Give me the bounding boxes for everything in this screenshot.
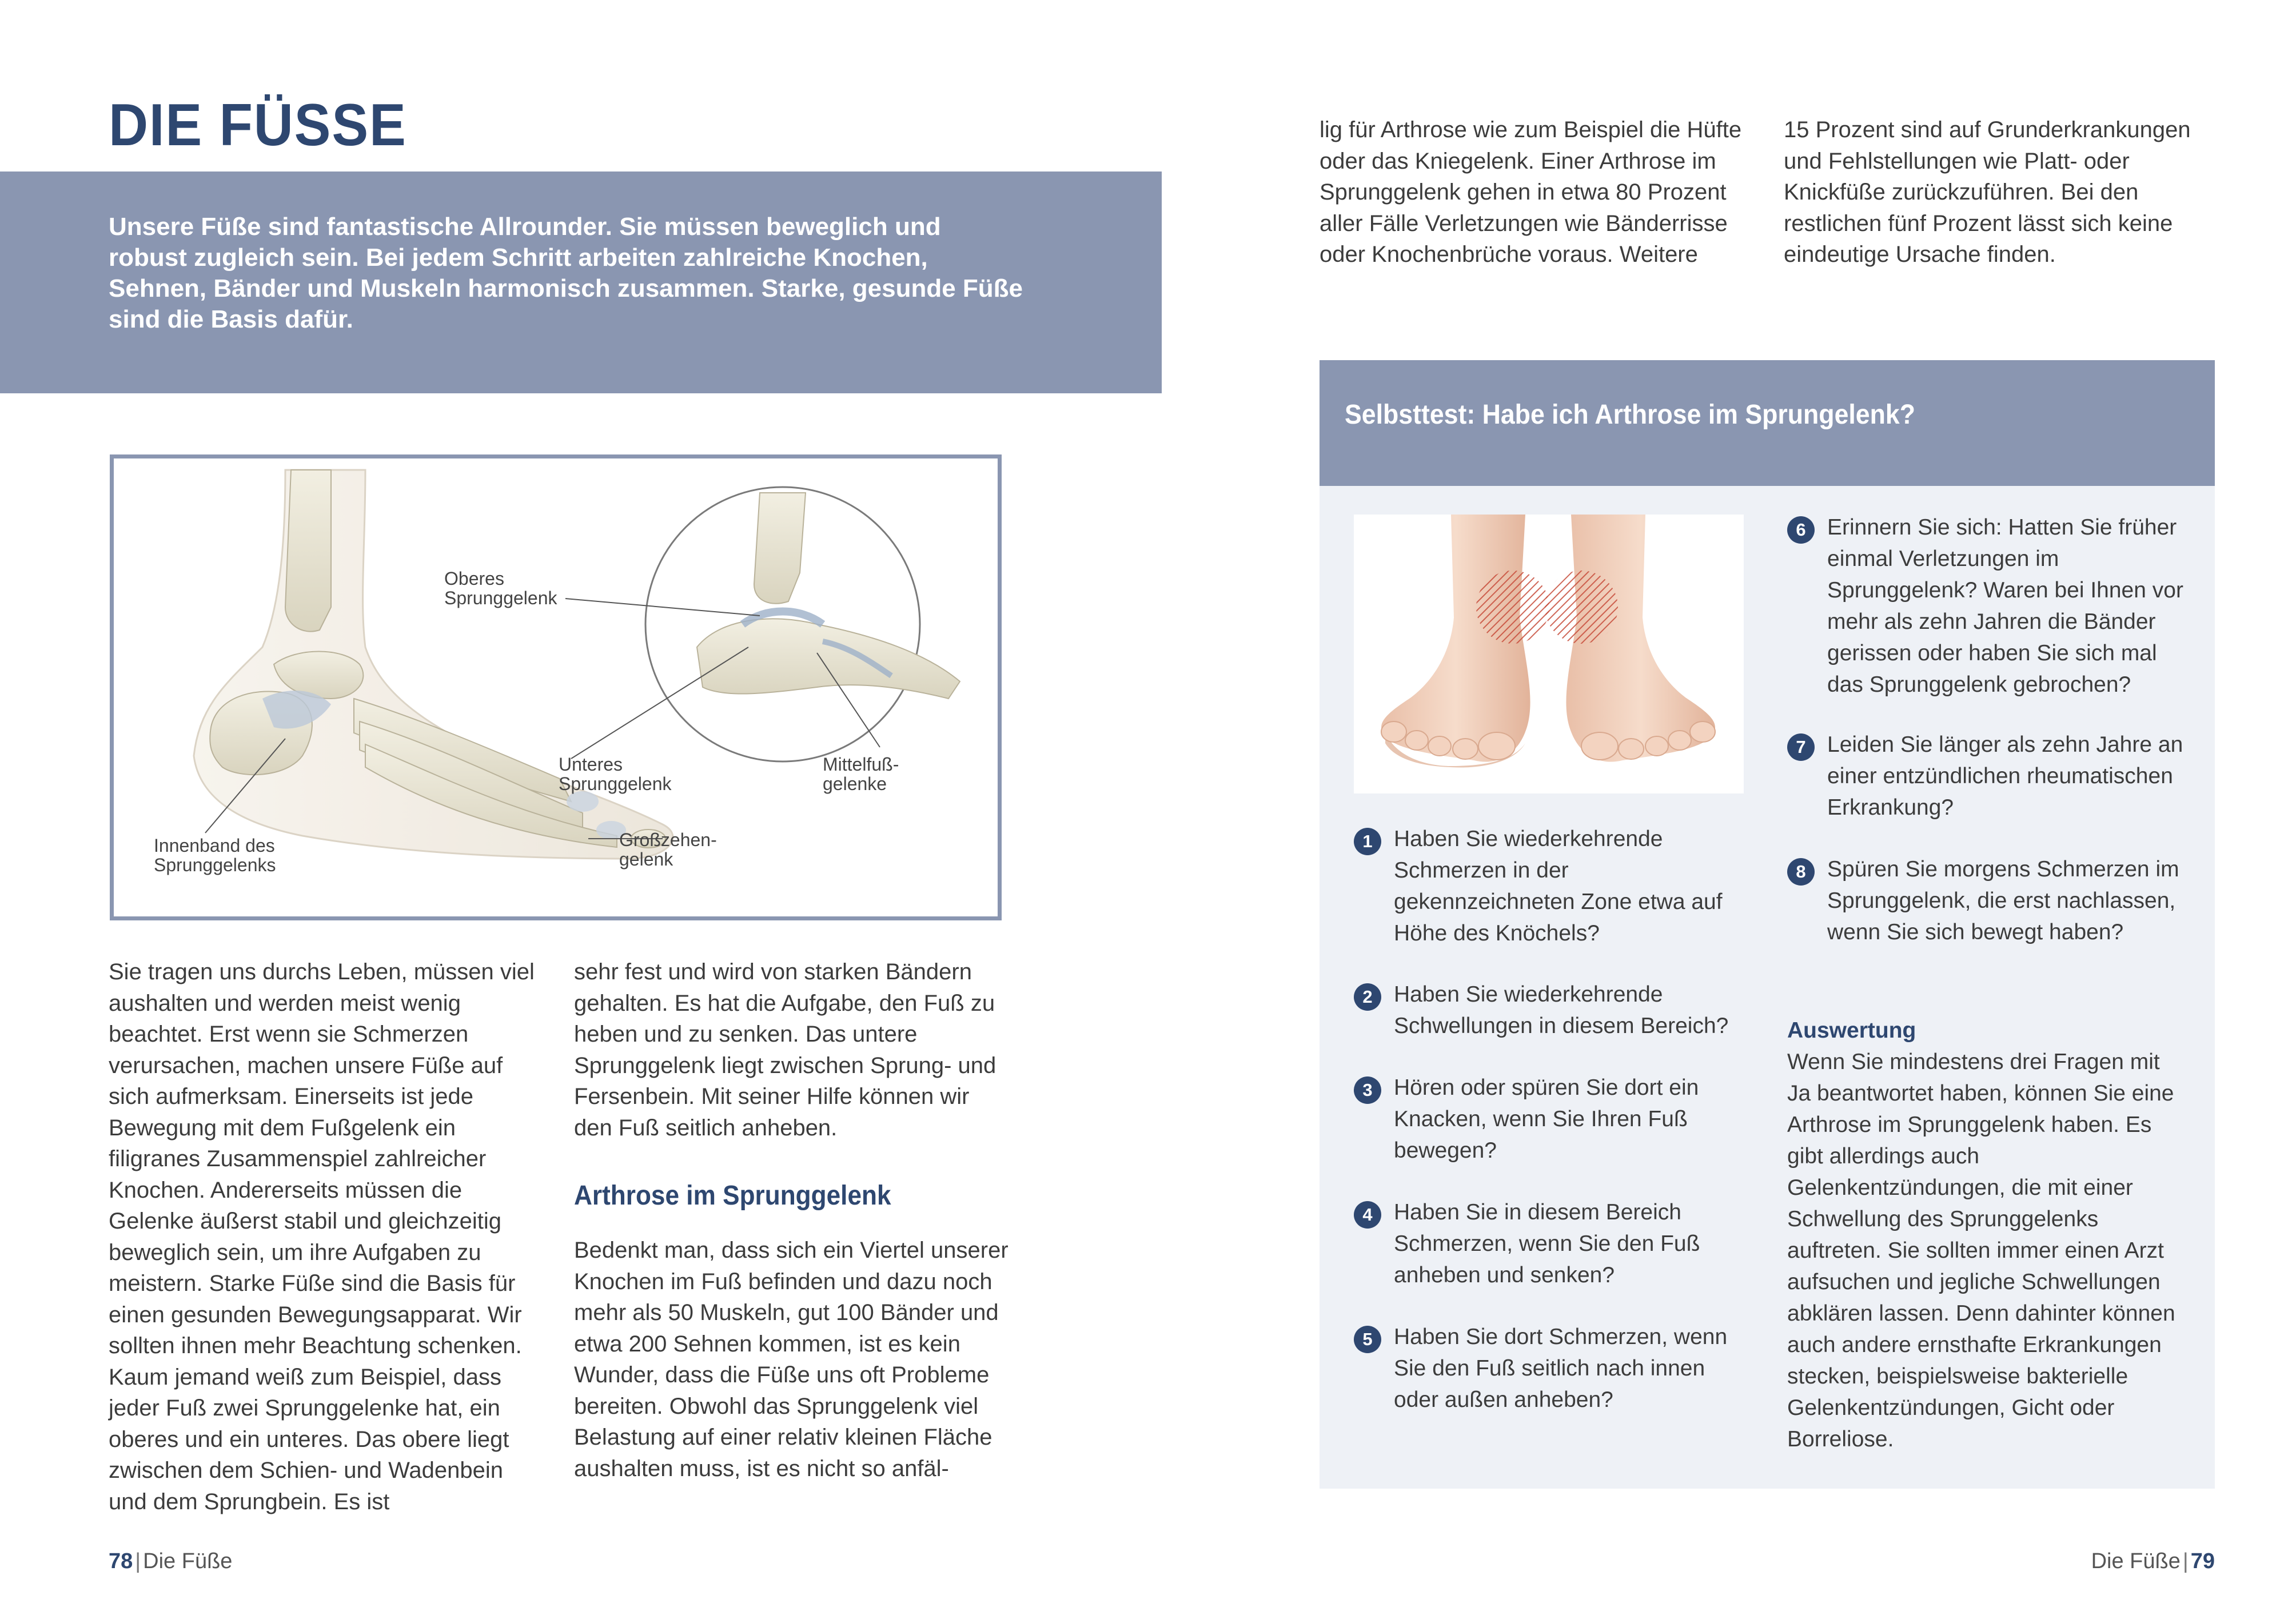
question-text: Erinnern Sie sich: Hatten Sie früher einmal Verletzungen im Sprunggelenk? Waren bei Ihnen vor mehr als zehn Jahren die Bänder gerissen oder haben Sie sich mal das Sprunggelenk gebrochen? bbox=[1827, 515, 2183, 697]
selftest-header bbox=[1320, 360, 2215, 486]
selftest-title: Selbsttest: Habe ich Arthrose im Sprungelenk? bbox=[1345, 400, 1915, 430]
question-4 bbox=[1354, 1197, 1748, 1291]
selftest-panel bbox=[1320, 360, 2215, 1489]
left-body-column-2-bottom: Bedenkt man, dass sich ein Viertel unserer Knochen im Fuß befinden und dazu noch mehr als 50 Muskeln, gut 100 Bänder und etwa 200 Sehnen kommen, ist es kein Wunder, dass die Füße uns oft Probleme bereiten. Obwohl das Sprunggelenk viel Belastung auf einer relativ kleinen Fläche aushalten muss, ist es nicht so anfäl- bbox=[574, 1238, 1009, 1481]
question-number-badge: 1 bbox=[1354, 828, 1381, 855]
label-mittelfussgelenke: Mittelfuß-gelenke bbox=[823, 754, 899, 794]
running-title-left: Die Füße bbox=[143, 1549, 233, 1573]
intro-box bbox=[0, 172, 1162, 393]
running-title-right: Die Füße bbox=[2091, 1549, 2181, 1573]
question-1 bbox=[1354, 823, 1748, 949]
question-7 bbox=[1787, 729, 2187, 823]
question-6 bbox=[1787, 512, 2187, 700]
question-5 bbox=[1354, 1321, 1748, 1415]
section-subheading: Arthrose im Sprunggelenk bbox=[574, 1181, 891, 1211]
feet-photo bbox=[1354, 515, 1744, 793]
label-unteres-sprunggelenk: Unteres Sprunggelenk bbox=[559, 754, 672, 794]
question-8 bbox=[1787, 854, 2187, 948]
page-number-left: 78 bbox=[109, 1549, 133, 1573]
left-body-column-2-top: sehr fest und wird von starken Bändern gehalten. Es hat die Aufgabe, den Fuß zu heben und zu senken. Das untere Sprunggelenk liegt zwischen Sprung- und Fersenbein. Mit seiner Hilfe können wir den Fuß seitlich anheben. bbox=[574, 959, 996, 1141]
right-body-column-2-top: 15 Prozent sind auf Grunderkrankungen und Fehlstellungen wie Platt- oder Knickfüße zurückzuführen. Bei den restlichen fünf Prozent lässt sich keine eindeutige Ursache finden. bbox=[1784, 117, 2191, 267]
question-number-badge: 2 bbox=[1354, 983, 1381, 1011]
page-title: DIE FÜSSE bbox=[109, 92, 407, 158]
question-number-badge: 4 bbox=[1354, 1201, 1381, 1229]
question-text: Haben Sie in diesem Bereich Schmerzen, wenn Sie den Fuß anheben und senken? bbox=[1394, 1200, 1700, 1287]
question-text: Hören oder spüren Sie dort ein Knacken, wenn Sie Ihren Fuß bewegen? bbox=[1394, 1075, 1699, 1163]
intro-text: Unsere Füße sind fantastische Allrounder. Sie müssen beweglich und robust zugleich sein. Bei jedem Schritt arbeiten zahlreiche Knochen, Sehnen, Bänder und Muskeln harmonisch zusammen. Starke, gesunde Füße sind die Basis dafür. bbox=[109, 213, 1023, 333]
label-innenband: Innenband des Sprunggelenks bbox=[154, 835, 276, 875]
right-body-column-1-top: lig für Arthrose wie zum Beispiel die Hüfte oder das Kniegelenk. Einer Arthrose im Sprunggelenk gehen in etwa 80 Prozent aller Fälle Verletzungen wie Bänderrisse oder Knochenbrüche voraus. Weitere bbox=[1320, 117, 1742, 267]
footer-right: Die Füße | 79 bbox=[2091, 1549, 2215, 1573]
question-number-badge: 8 bbox=[1787, 858, 1815, 886]
left-body-column-1: Sie tragen uns durchs Leben, müssen viel aushalten und werden meist wenig beachtet. Erst wenn sie Schmerzen verursachen, machen unsere Füße auf sich aufmerksam. Einerseits ist jede Bewegung mit dem Fußgelenk ein filigranes Zusammenspiel zahlreicher Knochen. Andererseits müssen die Gelenke äußerst stabil und gleichzeitig beweglich sein, um ihre Aufgaben zu meistern. Starke Füße sind die Basis für einen gesunden Bewegungsapparat. Wir sollten ihnen mehr Beachtung schenken. Kaum jemand weiß zum Beispiel, dass jeder Fuß zwei Sprunggelenke hat, ein oberes und ein unteres. Das obere liegt zwischen dem Schien- und Wadenbein und dem Sprungbein. Es ist bbox=[109, 959, 535, 1514]
question-number-badge: 7 bbox=[1787, 733, 1815, 761]
question-3 bbox=[1354, 1072, 1748, 1166]
label-oberes-sprunggelenk: Oberes Sprunggelenk bbox=[444, 568, 557, 608]
feet-illustration bbox=[1354, 515, 1744, 793]
question-number-badge: 5 bbox=[1354, 1326, 1381, 1353]
question-text: Haben Sie dort Schmerzen, wenn Sie den Fuß seitlich nach innen oder außen anheben? bbox=[1394, 1325, 1728, 1412]
question-text: Haben Sie wiederkehrende Schmerzen in der gekennzeichneten Zone etwa auf Höhe des Knöchels? bbox=[1394, 827, 1723, 946]
evaluation-text: Wenn Sie mindestens drei Fragen mit Ja beantwortet haben, können Sie eine Arthrose im Sprunggelenk haben. Es gibt allerdings auch Gelenkentzündungen, die mit einer Schwellung des Sprunggelenks auftreten. Sie sollten immer einen Arzt aufsuchen und jegliche Schwellungen abklären lassen. Denn dahinter können auch andere ernsthafte Erkrankungen stecken, beispielsweise bakterielle Gelenkentzündungen, Gicht oder Borreliose. bbox=[1787, 1050, 2175, 1452]
evaluation-title: Auswertung bbox=[1787, 1018, 1916, 1043]
page-number-right: 79 bbox=[2190, 1549, 2215, 1573]
question-2 bbox=[1354, 979, 1748, 1042]
label-grosszehengelenk: Großzehen-gelenk bbox=[619, 830, 717, 870]
foot-anatomy-figure bbox=[110, 454, 1002, 920]
question-number-badge: 6 bbox=[1787, 516, 1815, 544]
footer-left: 78 | Die Füße bbox=[109, 1549, 233, 1573]
question-text: Spüren Sie morgens Schmerzen im Sprunggelenk, die erst nachlassen, wenn Sie sich bewegt haben? bbox=[1827, 857, 2179, 944]
question-number-badge: 3 bbox=[1354, 1076, 1381, 1104]
question-text: Haben Sie wiederkehrende Schwellungen in diesem Bereich? bbox=[1394, 982, 1729, 1038]
question-text: Leiden Sie länger als zehn Jahre an einer entzündlichen rheumatischen Erkrankung? bbox=[1827, 732, 2183, 820]
